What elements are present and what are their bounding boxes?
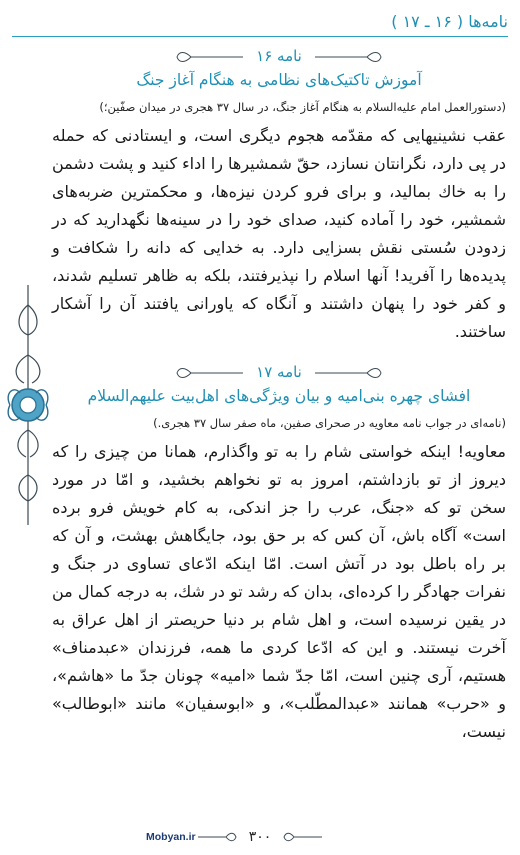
flourish-left-icon: [173, 51, 243, 63]
letter-16-title: آموزش تاکتیک‌های نظامی به هنگام آغاز جنگ: [136, 71, 422, 89]
flourish-right-icon: [315, 51, 385, 63]
letter-17-heading: [52, 360, 506, 384]
page-number: ۳۰۰: [248, 829, 272, 845]
decorative-ornament-icon: [6, 285, 50, 525]
running-header: [12, 8, 508, 37]
flourish-left-icon: [173, 367, 243, 379]
running-header-title: نامه‌ها ( ۱۶ ـ ۱۷ ): [391, 12, 508, 31]
page-content: [52, 44, 506, 746]
site-watermark: Mobyan.ir: [146, 831, 196, 843]
letter-16-subtitle: (دستورالعمل امام علیه‌السلام به هنگام آغاز جنگ، در سال ۳۷ هجری در میدان صفّین؛): [99, 100, 506, 114]
letter-16-body: عقب نشینیهایی که مقدّمه هجوم دیگری است، و ایستادنی که حمله در پی دارد، نگرانتان نسازد، حقّ شمشیرها را اداء کنید و پشت دشمن را به خاك بمالید، و برای فرو کردن نیزه‌ها، و محکمترین ضربه‌های شمشیر، خود را آماده کنید، صدای خود را در سینه‌ها نگهدارید که در زدودن سُستی نقش بسزایی دارد. به خدایی که دانه را شکافت و پدیده‌ها را آفرید! آنها اسلام را نپذیرفتند، بلکه به ظاهر تسلیم شدند، و کفر خود را پنهان داشتند و آنگاه که یاورانی یافتند آن را آشکار ساختند.: [52, 126, 506, 341]
footer-flourish-left-icon: [282, 831, 322, 843]
letter-17-body: معاویه! اینکه خواستی شام را به تو واگذارم، همانا من چیزی را که دیروز از تو بازداشتم، امروز به تو نخواهم بخشید، و امّا در مورد سخن تو که «جنگ، عرب را جز اندکی، به کام خویش فرو برده است» آگاه باش، آن کس که بر حق بود، جایگاهش بهشت، و آن که بر راه باطل بود در آتش است. امّا اینکه ادّعای تساوی در جنگ و نفرات جهادگر را کرده‌ای، بدان که رشد تو در شك، به درجه کمال من در یقین نرسیده است، و اهل شام بر دنیا حریصتر از اهل عراق به آخرت نیستند. و این که ادّعا کردی ما همه، فرزندان «عبدمناف» هستیم، آری چنین است، امّا جدّ شما «امیه» چونان جدّ ما «هاشم»، و «حرب» همانند «عبدالمطّلب»، و «ابوسفیان» مانند «ابوطالب» نیست،: [52, 442, 506, 741]
letter-17-subtitle: (نامه‌ای در جواب نامه معاویه در صحرای صفین، ماه صفر سال ۳۷ هجری.): [153, 416, 506, 430]
letter-17-title: افشای چهره بنی‌امیه و بیان ویژگی‌های اهل‌بیت علیهم‌السلام: [87, 387, 471, 405]
footer-flourish-right-icon: [198, 831, 238, 843]
letter-16-heading: [52, 44, 506, 68]
letter-16-number: نامه ۱۶: [256, 47, 302, 65]
page-footer: [0, 825, 520, 849]
flourish-right-icon: [315, 367, 385, 379]
letter-17-number: نامه ۱۷: [256, 363, 302, 381]
